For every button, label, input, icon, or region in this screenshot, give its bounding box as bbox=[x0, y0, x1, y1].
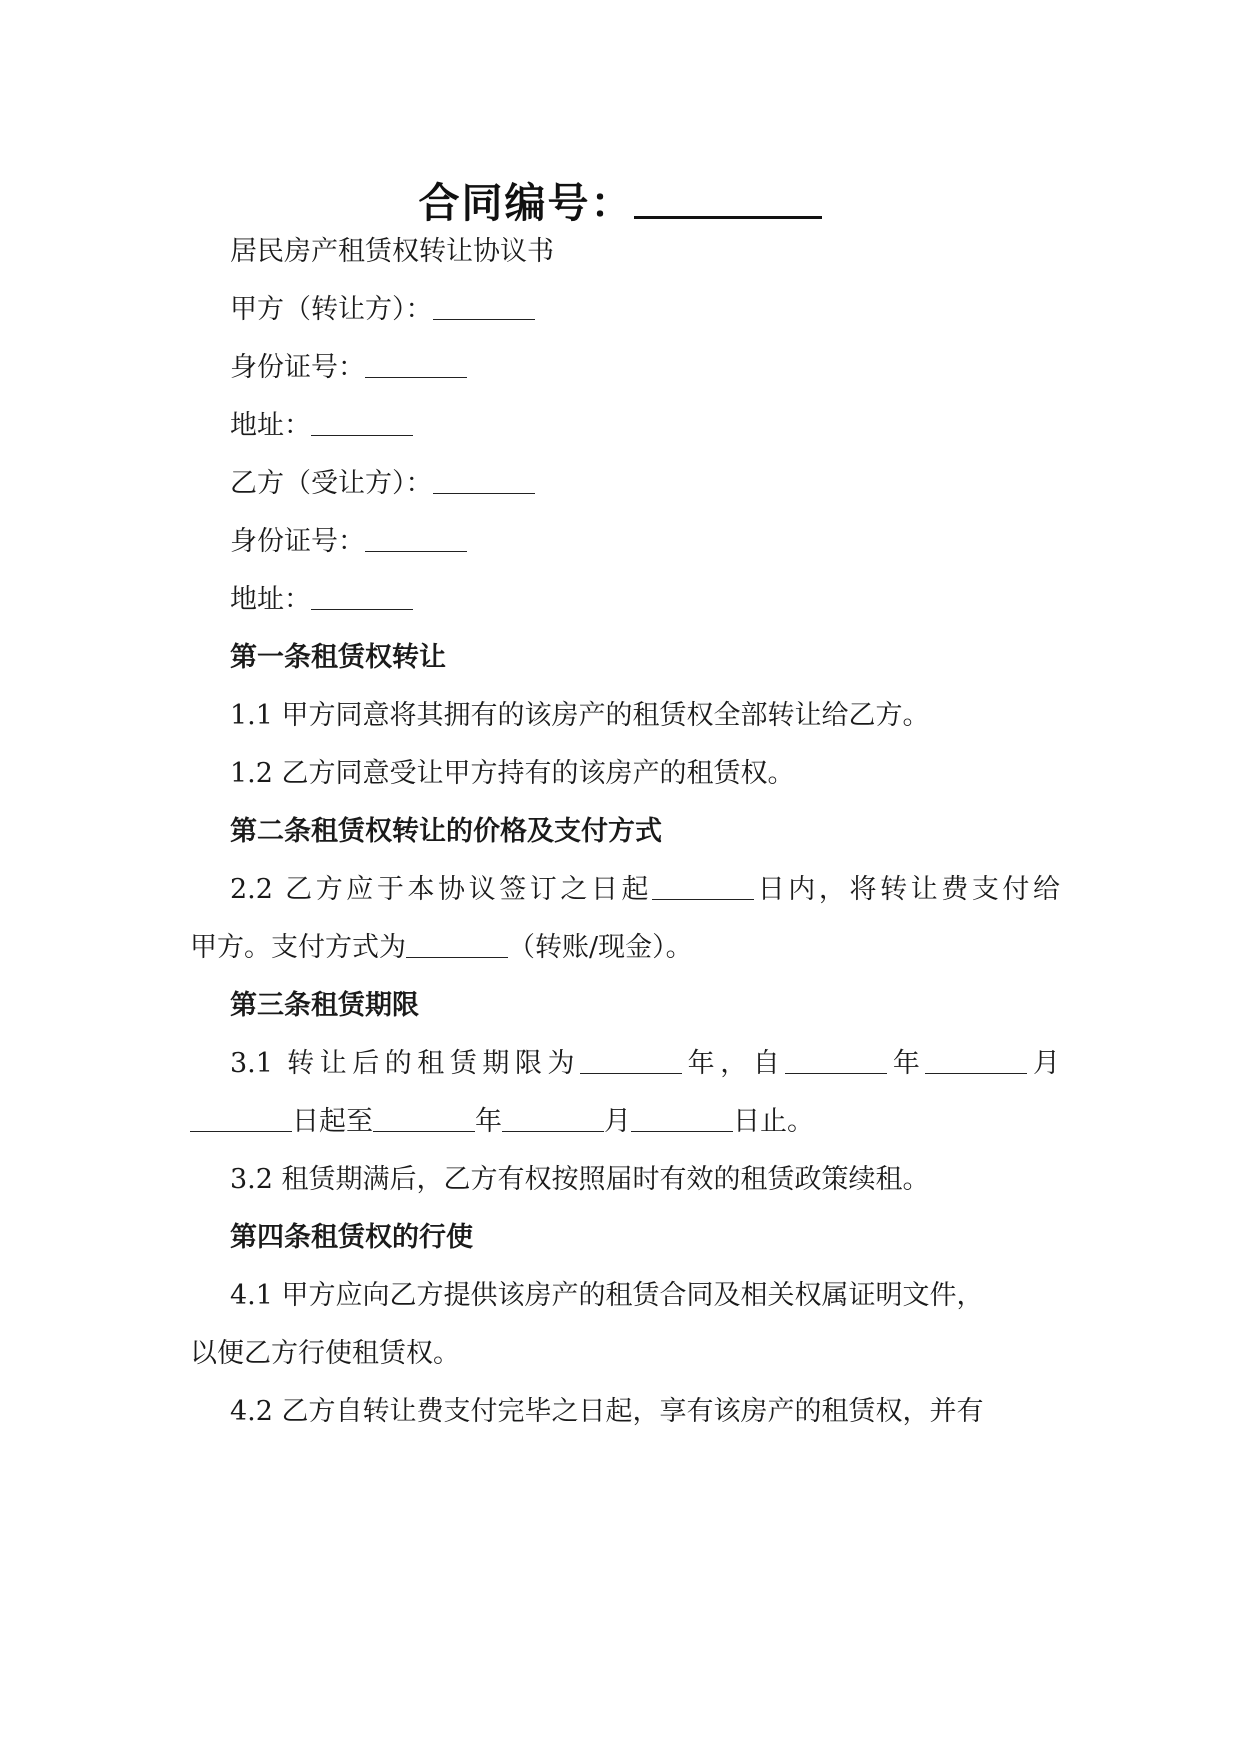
payment-method-blank[interactable] bbox=[406, 929, 508, 958]
article-2-heading: 第二条租赁权转让的价格及支付方式 bbox=[230, 816, 662, 847]
document-name: 居民房产租赁权转让协议书 bbox=[230, 236, 554, 267]
contract-number-title bbox=[0, 178, 1240, 228]
party-b-address-blank[interactable] bbox=[311, 581, 413, 610]
party-a-address-line: 地址： bbox=[230, 406, 1060, 446]
party-b-line: 乙方（受让方）： bbox=[230, 464, 1060, 504]
clause-2-2-line-1: 2.2 乙方应于本协议签订之日起 日内，将转让费支付给 bbox=[230, 870, 1060, 910]
end-month-blank[interactable] bbox=[502, 1103, 604, 1132]
lease-years-blank[interactable] bbox=[580, 1045, 682, 1074]
clause-4-1-line-1: 4.1 甲方应向乙方提供该房产的租赁合同及相关权属证明文件， bbox=[230, 1280, 984, 1311]
party-b-address-line: 地址： bbox=[230, 580, 1060, 620]
clause-3-1-line-2: 日起至 年 月 日止。 bbox=[190, 1102, 1060, 1142]
end-year-blank[interactable] bbox=[373, 1103, 475, 1132]
party-a-id-blank[interactable] bbox=[365, 349, 467, 378]
party-a-blank[interactable] bbox=[433, 291, 535, 320]
article-4-heading: 第四条租赁权的行使 bbox=[230, 1222, 473, 1253]
party-b-blank[interactable] bbox=[433, 465, 535, 494]
contract-number-blank[interactable] bbox=[634, 180, 822, 219]
article-3-heading: 第三条租赁期限 bbox=[230, 990, 419, 1021]
clause-4-1-line-2: 以便乙方行使租赁权。 bbox=[190, 1338, 460, 1369]
start-day-blank[interactable] bbox=[190, 1103, 292, 1132]
clause-3-2: 3.2 租赁期满后，乙方有权按照届时有效的租赁政策续租。 bbox=[230, 1164, 930, 1195]
party-a-id-line: 身份证号： bbox=[230, 348, 1060, 388]
clause-1-2: 1.2 乙方同意受让甲方持有的该房产的租赁权。 bbox=[230, 758, 795, 789]
end-day-blank[interactable] bbox=[631, 1103, 733, 1132]
clause-3-1-line-1: 3.1 转让后的租赁期限为 年，自 年 月 bbox=[230, 1044, 1060, 1084]
start-year-blank[interactable] bbox=[785, 1045, 887, 1074]
title-text: 合同编号： bbox=[418, 179, 634, 227]
clause-2-2-line-2: 甲方。支付方式为 （转账/现金）。 bbox=[190, 928, 1060, 968]
clause-4-2: 4.2 乙方自转让费支付完毕之日起，享有该房产的租赁权，并有 bbox=[230, 1396, 984, 1427]
clause-1-1: 1.1 甲方同意将其拥有的该房产的租赁权全部转让给乙方。 bbox=[230, 700, 930, 731]
party-b-id-line: 身份证号： bbox=[230, 522, 1060, 562]
party-a-address-blank[interactable] bbox=[311, 407, 413, 436]
party-b-id-blank[interactable] bbox=[365, 523, 467, 552]
payment-days-blank[interactable] bbox=[652, 871, 754, 900]
article-1-heading: 第一条租赁权转让 bbox=[230, 642, 446, 673]
start-month-blank[interactable] bbox=[925, 1045, 1027, 1074]
party-a-line: 甲方（转让方）： bbox=[230, 290, 1060, 330]
